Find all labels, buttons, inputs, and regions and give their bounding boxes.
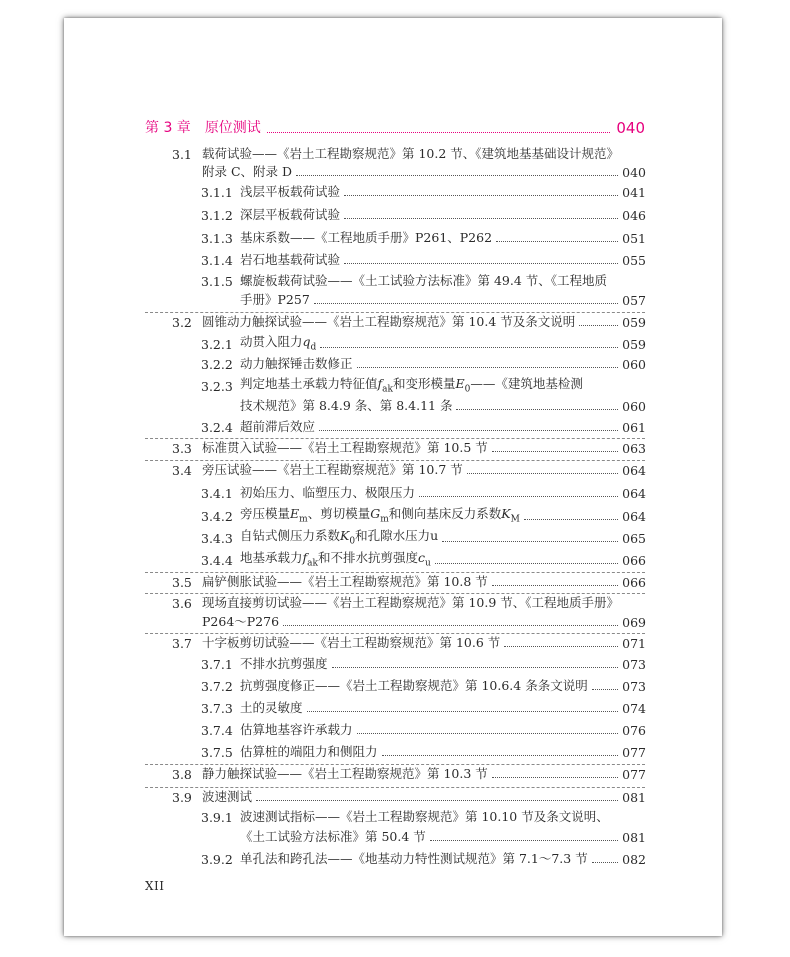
toc-subsection[interactable]	[201, 848, 646, 869]
leader-dots	[592, 689, 618, 690]
toc-page-number: 063	[622, 441, 646, 456]
toc-number: 3.7	[172, 636, 192, 651]
leader-dots	[504, 646, 618, 647]
toc-title: 判定地基土承载力特征值$f_{ak}$和变形模量$E_0——$《建筑地基检测	[240, 375, 583, 394]
toc-number: 3.9.1	[201, 810, 233, 825]
toc-title: 旁压模量$E_m$、剪切模量$G_m$和侧向基床反力系数$K_M$	[240, 505, 520, 524]
toc-subsection[interactable]	[240, 289, 646, 310]
leader-dots	[256, 800, 618, 801]
leader-dots	[492, 451, 618, 452]
toc-subsection[interactable]	[201, 719, 646, 740]
toc-title: 动贯入阻力$q_d$	[240, 333, 317, 352]
leader-dots	[492, 777, 618, 778]
toc-number: 3.2.4	[201, 420, 233, 435]
toc-page-number: 069	[622, 615, 646, 630]
toc-section[interactable]	[172, 459, 646, 480]
chapter-leader-dots	[267, 132, 611, 133]
toc-subsection[interactable]	[240, 826, 646, 847]
leader-dots	[430, 840, 618, 841]
toc-page-number: 055	[622, 253, 646, 268]
toc-subsection[interactable]	[201, 675, 646, 696]
toc-subsection[interactable]	[201, 806, 646, 827]
toc-section[interactable]	[172, 632, 646, 653]
leader-dots	[283, 625, 618, 626]
leader-dots	[357, 733, 618, 734]
leader-dots	[357, 367, 618, 368]
toc-number: 3.2.3	[201, 379, 233, 394]
toc-section[interactable]	[172, 311, 646, 332]
chapter-page: 040	[616, 119, 645, 137]
toc-number: 3.4.1	[201, 486, 233, 501]
toc-page-number: 066	[622, 553, 646, 568]
toc-number: 3.9	[172, 790, 192, 805]
toc-page-number: 065	[622, 531, 646, 546]
toc-subsection[interactable]	[240, 395, 646, 416]
leader-dots	[496, 241, 618, 242]
toc-title: 基床系数——《工程地质手册》P261、P262	[240, 230, 493, 245]
toc-number: 3.7.4	[201, 723, 233, 738]
section-divider	[145, 633, 645, 634]
toc-number: 3.4.4	[201, 553, 233, 568]
toc-title: 技术规范》第 8.4.9 条、第 8.4.11 条	[240, 398, 453, 413]
leader-dots	[319, 430, 618, 431]
toc-number: 3.8	[172, 767, 192, 782]
toc-number: 3.7.2	[201, 679, 233, 694]
toc-title: 螺旋板载荷试验——《土工试验方法标准》第 49.4 节、《工程地质	[240, 273, 608, 288]
section-divider	[145, 593, 645, 594]
leader-dots	[592, 862, 618, 863]
toc-number: 3.2.1	[201, 337, 233, 352]
leader-dots	[344, 195, 618, 196]
toc-subsection[interactable]	[201, 416, 646, 437]
toc-number: 3.7.3	[201, 701, 233, 716]
toc-subsection[interactable]	[201, 505, 646, 526]
leader-dots	[307, 711, 618, 712]
toc-section[interactable]	[172, 571, 646, 592]
leader-dots	[492, 585, 618, 586]
toc-title: 超前滞后效应	[240, 419, 316, 434]
toc-title: 圆锥动力触探试验——《岩土工程勘察规范》第 10.4 节及条文说明	[202, 314, 576, 329]
toc-title: 土的灵敏度	[240, 700, 303, 715]
toc-subsection[interactable]	[201, 353, 646, 374]
leader-dots	[456, 409, 618, 410]
chapter-number: 第 3 章	[145, 120, 191, 136]
toc-title: 波速测试	[202, 789, 253, 804]
toc-number: 3.4	[172, 463, 192, 478]
toc-title: 标准贯入试验——《岩土工程勘察规范》第 10.5 节	[202, 440, 488, 455]
toc-title: 地基承载力$f_{ak}$和不排水抗剪强度$c_u$	[240, 549, 431, 568]
toc-title: 《土工试验方法标准》第 50.4 节	[240, 829, 426, 844]
toc-subsection[interactable]	[201, 270, 646, 291]
toc-section[interactable]	[202, 161, 646, 182]
toc-subsection[interactable]	[201, 482, 646, 503]
toc-title: 不排水抗剪强度	[240, 656, 328, 671]
chapter-heading[interactable]	[145, 113, 645, 137]
section-divider	[145, 764, 645, 765]
toc-page-number: 081	[622, 790, 646, 805]
leader-dots	[442, 541, 618, 542]
leader-dots	[419, 496, 618, 497]
toc-page-number: 041	[622, 185, 646, 200]
toc-title: 动力触探锤击数修正	[240, 356, 353, 371]
toc-page-number: 059	[622, 337, 646, 352]
toc-subsection[interactable]	[201, 249, 646, 270]
toc-title: 载荷试验——《岩土工程勘察规范》第 10.2 节、《建筑地基基础设计规范》	[202, 146, 620, 161]
section-divider	[145, 787, 645, 788]
toc-subsection[interactable]	[201, 549, 646, 570]
toc-page-number: 061	[622, 420, 646, 435]
toc-subsection[interactable]	[201, 204, 646, 225]
toc-page-number: 081	[622, 830, 646, 845]
toc-page-number: 076	[622, 723, 646, 738]
leader-dots	[435, 563, 618, 564]
toc-title: 抗剪强度修正——《岩土工程勘察规范》第 10.6.4 条条文说明	[240, 678, 588, 693]
toc-page-number: 057	[622, 293, 646, 308]
toc-page-number: 077	[622, 745, 646, 760]
toc-page-number: 064	[622, 486, 646, 501]
toc-title: 现场直接剪切试验——《岩土工程勘察规范》第 10.9 节、《工程地质手册》	[202, 595, 620, 610]
toc-page-number: 077	[622, 767, 646, 782]
leader-dots	[320, 347, 618, 348]
leader-dots	[314, 303, 618, 304]
chapter-title: 原位测试	[204, 120, 261, 136]
leader-dots	[296, 175, 618, 176]
toc-number: 3.1.5	[201, 274, 233, 289]
leader-dots	[579, 325, 618, 326]
toc-number: 3.1.4	[201, 253, 233, 268]
toc-page-number: 073	[622, 679, 646, 694]
toc-number: 3.9.2	[201, 852, 233, 867]
toc-subsection[interactable]	[201, 741, 646, 762]
toc-number: 3.1.1	[201, 185, 233, 200]
toc-subsection[interactable]	[201, 227, 646, 248]
section-divider	[145, 438, 645, 439]
toc-subsection[interactable]	[201, 653, 646, 674]
toc-number: 3.3	[172, 441, 192, 456]
toc-page-number: 046	[622, 208, 646, 223]
toc-page-number: 059	[622, 315, 646, 330]
toc-title: 波速测试指标——《岩土工程勘察规范》第 10.10 节及条文说明、	[240, 809, 609, 824]
toc-section[interactable]	[172, 592, 646, 613]
section-divider	[145, 572, 645, 573]
toc-title: 静力触探试验——《岩土工程勘察规范》第 10.3 节	[202, 766, 488, 781]
section-divider	[145, 460, 645, 461]
toc-number: 3.1	[172, 147, 192, 162]
toc-page-number: 051	[622, 231, 646, 246]
leader-dots	[344, 218, 618, 219]
toc-section[interactable]	[172, 786, 646, 807]
toc-title: 浅层平板载荷试验	[240, 184, 341, 199]
toc-title: 扁铲侧胀试验——《岩土工程勘察规范》第 10.8 节	[202, 574, 488, 589]
toc-page-number: 064	[622, 463, 646, 478]
toc-subsection[interactable]	[201, 697, 646, 718]
section-divider	[145, 312, 645, 313]
leader-dots	[382, 755, 618, 756]
toc-number: 3.7.5	[201, 745, 233, 760]
toc-subsection[interactable]	[201, 375, 646, 396]
toc-number: 3.4.3	[201, 531, 233, 546]
toc-page-number: 060	[622, 399, 646, 414]
toc-title: 深层平板载荷试验	[240, 207, 341, 222]
toc-number: 3.2	[172, 315, 192, 330]
toc-page-number: 064	[622, 509, 646, 524]
toc-title: 估算桩的端阻力和侧阻力	[240, 744, 378, 759]
toc-number: 3.7.1	[201, 657, 233, 672]
toc-title: 岩石地基载荷试验	[240, 252, 341, 267]
toc-page-number: 073	[622, 657, 646, 672]
leader-dots	[524, 519, 618, 520]
toc-page-number: 071	[622, 636, 646, 651]
toc-title: 初始压力、临塑压力、极限压力	[240, 485, 416, 500]
toc-number: 3.1.3	[201, 231, 233, 246]
toc-page-number: 066	[622, 575, 646, 590]
toc-title: P264～P276	[202, 614, 280, 629]
toc-title: 附录 C、附录 D	[202, 164, 293, 179]
toc-page-number: 074	[622, 701, 646, 716]
toc-title: 十字板剪切试验——《岩土工程勘察规范》第 10.6 节	[202, 635, 501, 650]
leader-dots	[344, 263, 618, 264]
toc-number: 3.1.2	[201, 208, 233, 223]
toc-section[interactable]	[172, 763, 646, 784]
toc-page-number: 040	[622, 165, 646, 180]
toc-title: 自钻式侧压力系数$K_0$和孔隙水压力u	[240, 527, 439, 546]
toc-subsection[interactable]	[201, 527, 646, 548]
toc-title: 估算地基容许承载力	[240, 722, 353, 737]
leader-dots	[332, 667, 618, 668]
toc-section[interactable]	[172, 437, 646, 458]
toc-page-number: 082	[622, 852, 646, 867]
leader-dots	[467, 473, 618, 474]
toc-page-number: 060	[622, 357, 646, 372]
toc-title: 旁压试验——《岩土工程勘察规范》第 10.7 节	[202, 462, 463, 477]
toc-title: 手册》P257	[240, 292, 310, 307]
toc-subsection[interactable]	[201, 333, 646, 354]
toc-title: 单孔法和跨孔法——《地基动力特性测试规范》第 7.1～7.3 节	[240, 851, 588, 866]
toc-number: 3.6	[172, 596, 192, 611]
toc-section[interactable]	[202, 611, 646, 632]
toc-number: 3.4.2	[201, 509, 233, 524]
toc-number: 3.2.2	[201, 357, 233, 372]
page-folio: XII	[145, 879, 165, 893]
toc-subsection[interactable]	[201, 181, 646, 202]
toc-number: 3.5	[172, 575, 192, 590]
